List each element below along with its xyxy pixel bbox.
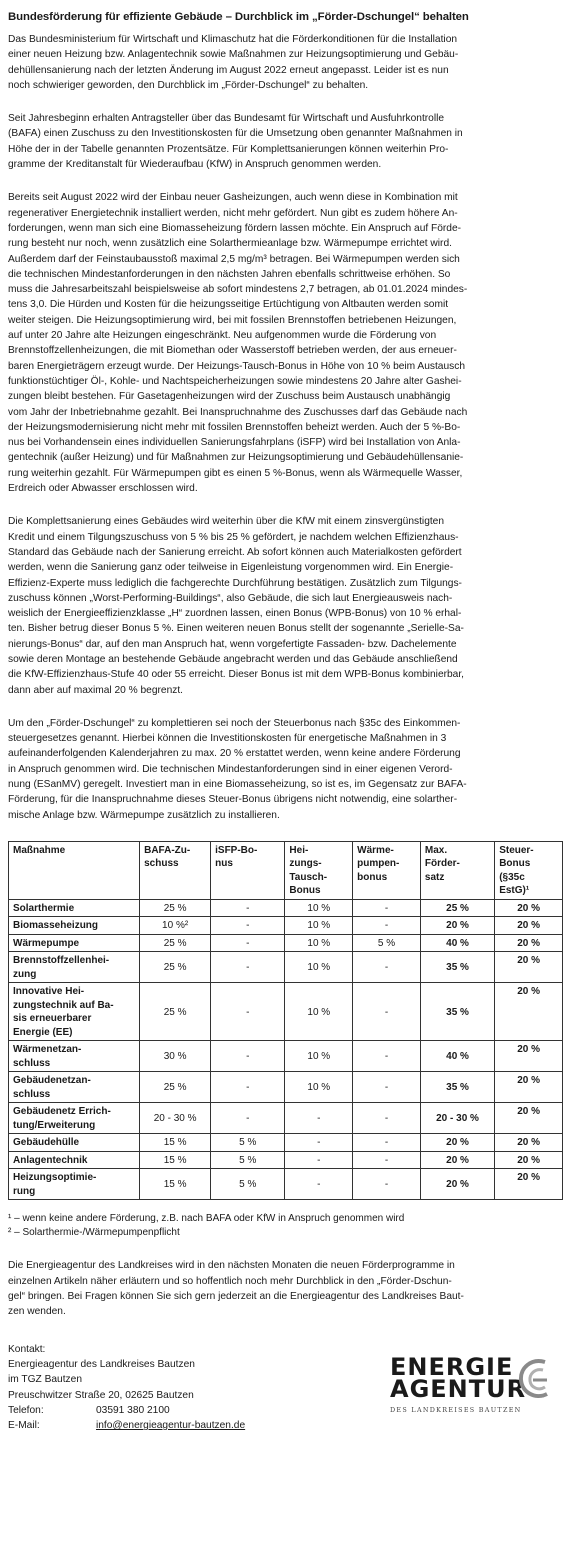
column-header [9,841,140,899]
value-cell: 25 % [140,899,211,917]
value-cell: - [353,1072,421,1103]
paragraph-line: Förderung, für die Inanspruchnahme dieses Steuer-Bonus übrigens nicht notwendig, eine solarther- [8,794,458,806]
paragraph-line: Kredit und einem Tilgungszuschuss von 5 % bis 25 % gefördert, je nachdem welchen Effizienzhaus- [8,531,459,543]
value-cell: 20 % [420,1134,494,1152]
value-cell: 20 % [495,1103,563,1134]
paragraph-line: nus bei Vorhandensein eines individuellen Sanierungsfahrplans (iSFP) wird bei Installation von Anla- [8,437,461,449]
paragraph [8,32,563,93]
column-header [420,841,494,899]
paragraph-line: rung besteht nur noch, wenn zusätzlich eine Solarthermieanlage bzw. Wärmepumpe errichtet wird. [8,238,452,250]
value-cell: 35 % [420,1072,494,1103]
email-link[interactable]: info@energieagentur-bautzen.de [96,1420,246,1432]
value-cell: - [353,1169,421,1200]
value-cell: 15 % [140,1151,211,1169]
table-row [9,952,563,983]
value-cell: 20 % [420,1169,494,1200]
measure-cell: Gebäudenetzan- schluss [9,1072,140,1103]
email-label: E-Mail: [8,1420,40,1432]
contact-heading: Kontakt: [8,1343,46,1355]
value-cell: 20 - 30 % [420,1103,494,1134]
paragraph-line: ten. Bisher betrug dieser Bonus 5 %. Einen weiteren neuen Bonus stellt der sogenannte „Serielle-Sa- [8,623,464,635]
table-row [9,1103,563,1134]
value-cell: 10 % [285,1041,353,1072]
measure-cell: Brennstoffzellenhei- zung [9,952,140,983]
closing-line: Die Energieagentur des Landkreises wird in den nächsten Monaten die neuen Förderprogramme in [8,1260,455,1272]
closing-line: zen wenden. [8,1306,66,1318]
value-cell: 5 % [353,934,421,952]
column-header-text: Max. Förder- satz [424,844,460,883]
column-header-text: Hei- zungs- Tausch- Bonus [289,844,328,897]
paragraph-line: gentechnik (außer Heizung) und für Maßnahmen zur Heizungsoptimierung und Gebäudehüllensanie- [8,452,464,464]
table-row [9,1151,563,1169]
paragraph-line: zungen bleibt bestehen. Für Gasetagenheizungen wird der Zuschuss beim Austausch unabhängig [8,391,451,403]
paragraph-line: Standard das Gebäude nach der Sanierung erreicht. Ab sofort können auch Materialkosten gefördert [8,546,462,558]
paragraph-line: forderungen, wenn man sich eine Biomasseheizung fördern lassen möchte. Ein Anspruch auf Förde- [8,222,462,234]
logo-word-energie: ENERGIE [390,1352,514,1381]
article [8,0,563,1433]
paragraph-line: tens 3,0. Die Hürden und Kosten für die heizungsseitige Ertüchtigung von Altbauten werden somit [8,299,449,311]
value-cell: - [285,1103,353,1134]
energieagentur-logo [390,1352,555,1418]
logo-word-agentur: AGENTUR [390,1374,527,1403]
paragraph [8,716,563,823]
paragraph-line: nung (ESanMV) geregelt. Investiert man in eine Biomasseheizung, so ist es, im Gegensatz zur BAFA- [8,779,467,791]
table-row [9,934,563,952]
value-cell: 25 % [140,1072,211,1103]
contact-block [8,1342,563,1434]
value-cell: - [353,952,421,983]
value-cell: 5 % [211,1169,285,1200]
paragraph-line: regenerativer Energietechnik installiert werden, nicht mehr gefördert. Nun gibt es zudem höhere An- [8,207,458,219]
value-cell: 10 % [285,934,353,952]
table-row [9,1041,563,1072]
logo-subline: DES LANDKREISES BAUTZEN [390,1405,522,1414]
value-cell: 20 % [420,917,494,935]
paragraph-line: noch schwieriger geworden, den Durchblick im „Förder-Dschungel“ zu behalten. [8,79,369,91]
paragraph-line: Die Komplettsanierung eines Gebäudes wird weiterhin über die KfW mit einem zinsvergünstigten [8,516,445,528]
value-cell: 10 % [285,917,353,935]
contact-email-row [8,1418,563,1433]
value-cell: 20 % [495,983,563,1041]
value-cell: - [353,1151,421,1169]
paragraph-line: dann aber auf maximal 20 % begrenzt. [8,684,183,696]
paragraph-line: Das Bundesministerium für Wirtschaft und Klimaschutz hat die Förderkonditionen für die Installation [8,34,458,45]
value-cell: 20 % [495,1169,563,1200]
paragraph-line: aufeinanderfolgenden Kalenderjahren zu max. 20 % erstattet werden, wenn keine andere Förderung [8,748,461,760]
table-row [9,899,563,917]
value-cell: - [211,983,285,1041]
value-cell: - [353,1041,421,1072]
measure-cell: Heizungsoptimie- rung [9,1169,140,1200]
paragraph-line: nierungs-Bonus“ dar, auf den man Anspruch hat, wenn vorgefertigte Fassaden- bzw. Dachelemente [8,638,457,650]
article-title: Bundesförderung für effiziente Gebäude – Durchblick im „Förder-Dschungel“ behalten [8,11,469,23]
contact-address: Preuschwitzer Straße 20, 02625 Bautzen [8,1389,194,1401]
paragraph-line: funktionstüchtiger Öl-, Kohle- und Nachtspeicherheizungen sowie mindestens 20 Jahre alter Gashei- [8,375,462,387]
value-cell: 25 % [140,983,211,1041]
paragraph-line: Effizienz-Experte muss lediglich die fachgerechte Durchführung bestätigen. Zusätzlich zum Tilgungs- [8,577,462,589]
paragraph-line: sowie deren Montage an bestehende Gebäude angebracht werden und das Gebäude anschließend [8,653,458,665]
value-cell: 20 % [495,934,563,952]
paragraph-line: Um den „Förder-Dschungel“ zu komplettieren sei noch der Steuerbonus nach §35c des Einkommen- [8,717,461,729]
column-header-text: Wärme- pumpen- bonus [357,844,400,883]
paragraph-line: dehüllensanierung nach der letzten Änderung im August 2022 erneut angepasst. Leider ist es nun [8,64,449,76]
value-cell: - [353,917,421,935]
value-cell: 15 % [140,1169,211,1200]
contact-building: im TGZ Bautzen [8,1374,82,1386]
phone-label: Telefon: [8,1404,44,1416]
paragraph-line: weiter steigen. Die Heizungsoptimierung wird, bei mit fossilen Brennstoffen betriebenen Heizungen, [8,314,457,326]
closing-line: gel“ bringen. Bei Fragen können Sie sich gern jederzeit an die Energieagentur des Landkreises Baut- [8,1291,464,1303]
value-cell: 35 % [420,983,494,1041]
value-cell: 15 % [140,1134,211,1152]
value-cell: 10 % [285,952,353,983]
value-cell: 20 % [495,1151,563,1169]
footnote-1: ¹ – wenn keine andere Förderung, z.B. nach BAFA oder KfW in Anspruch genommen wird [8,1213,405,1225]
funding-table [8,841,563,1201]
table-row [9,1072,563,1103]
paragraph-line: Erdreich oder Abwasser erschlossen wird. [8,483,198,495]
table-row [9,1134,563,1152]
paragraph-line: (BAFA) einen Zuschuss zu den Investitionskosten für die Umsetzung oben genannter Maßnahmen in [8,128,463,140]
value-cell: - [285,1134,353,1152]
paragraph [8,190,563,496]
paragraph-line: Höhe der in der Tabelle genannten Prozentsätze. Für Komplettsanierungen können weiterhin Pro- [8,143,449,155]
table-header-row [9,841,563,899]
paragraph-line: die technischen Mindestanforderungen in den nächsten Jahren ebenfalls schrittweise erhöhen. So [8,268,451,280]
value-cell: 20 % [495,899,563,917]
paragraph-line: muss die Jahresarbeitszahl beispielsweise ab sofort mindestens 2,7 betragen, ab 01.01.2024 mindes- [8,284,468,296]
value-cell: - [211,1072,285,1103]
value-cell: 25 % [140,952,211,983]
paragraph-line: einer neuen Heizung bzw. Anlagentechnik sowie Maßnahmen zur Heizungsoptimierung und Gebäu- [8,49,459,61]
paragraph-line: der Heizungsmodernisierung nicht mehr mit fossilen Brennstoffen beheizt werden. Auch der 5 %-Bo- [8,421,461,433]
value-cell: - [211,899,285,917]
value-cell: - [211,952,285,983]
contact-org: Energieagentur des Landkreises Bautzen [8,1358,195,1370]
paragraph-line: weislich der Energieeffizienzklasse „H“ zuordnen lassen, einen Bonus (WPB-Bonus) von 10 % erhal- [8,608,462,620]
column-header-text: Maßnahme [13,844,66,856]
table-row [9,1169,563,1200]
paragraph-line: in Anspruch genommen wird. Die technischen Mindestanforderungen sind in einer eigenen Verord- [8,763,453,775]
column-header-text: BAFA-Zu- schuss [144,844,191,870]
value-cell: 5 % [211,1151,285,1169]
value-cell: 10 % [285,899,353,917]
table-body [9,899,563,1200]
paragraph-line: Außerdem darf der Feinstaubausstoß maximal 2,5 mg/m³ betragen. Bei Wärmepumpen werden sich [8,253,460,265]
value-cell: - [353,983,421,1041]
closing-paragraph [8,1258,563,1319]
measure-cell: Gebäudehülle [9,1134,140,1152]
measure-cell: Anlagentechnik [9,1151,140,1169]
value-cell: 25 % [140,934,211,952]
value-cell: - [353,1134,421,1152]
value-cell: - [211,934,285,952]
value-cell: 20 - 30 % [140,1103,211,1134]
value-cell: 30 % [140,1041,211,1072]
value-cell: - [285,1169,353,1200]
value-cell: - [211,917,285,935]
paragraph-line: auf unter 20 Jahre alte Heizungen eingeschränkt. Neu aufgenommen wurde die Förderung von [8,330,437,342]
value-cell: 10 % [285,1072,353,1103]
paragraph-line: die KfW-Effizienzhaus-Stufe 40 oder 55 erreicht. Dieser Bonus ist mit dem WPB-Bonus kombinierbar, [8,669,464,681]
value-cell: 20 % [495,1041,563,1072]
value-cell: 20 % [495,1134,563,1152]
value-cell: 40 % [420,1041,494,1072]
logo-swirl-icon [517,1356,551,1402]
table-row [9,983,563,1041]
value-cell: - [285,1151,353,1169]
value-cell: 5 % [211,1134,285,1152]
value-cell: 40 % [420,934,494,952]
column-header-text: Steuer- Bonus (§35c EstG)¹ [499,844,534,897]
column-header [495,841,563,899]
paragraph-line: vom Jahr der Inbetriebnahme gezahlt. Bei Inanspruchnahme des Zuschusses darf das Gebäude nach [8,406,468,418]
value-cell: - [353,899,421,917]
table-row [9,917,563,935]
paragraph-line: werden, wenn die Sanierung ganz oder teilweise in Eigenleistung vorgenommen wird. Ein Energie- [8,562,454,574]
footnotes [8,1212,563,1240]
measure-cell: Gebäudenetz Errich- tung/Erweiterung [9,1103,140,1134]
paragraph-line: mische Anlage bzw. Wärmepumpe zusätzlich zu installieren. [8,809,280,821]
paragraph-line: Seit Jahresbeginn erhalten Antragsteller über das Bundesamt für Wirtschaft und Ausfuhrkontrolle [8,113,445,125]
value-cell: 10 %² [140,917,211,935]
value-cell: 35 % [420,952,494,983]
paragraph-line: gramme der Kreditanstalt für Wiederaufbau (KfW) in Anspruch genommen werden. [8,159,382,171]
paragraph [8,514,563,698]
value-cell: 10 % [285,983,353,1041]
paragraph-line: zuschuss können „Worst-Performing-Buildings“, also Gebäude, die sich laut Energieausweis nach- [8,592,453,604]
value-cell: 25 % [420,899,494,917]
column-header [353,841,421,899]
column-header-text: iSFP-Bo- nus [215,844,258,870]
column-header [140,841,211,899]
value-cell: 20 % [495,952,563,983]
paragraph-line: steuergesetzes genannt. Hierbei können die Investitionskosten für energetische Maßnahmen in 3 [8,733,447,745]
value-cell: 20 % [420,1151,494,1169]
paragraph-line: Bereits seit August 2022 wird der Einbau neuer Gasheizungen, auch wenn diese in Kombination mit [8,192,458,204]
measure-cell: Wärmepumpe [9,934,140,952]
article-body [8,32,563,823]
value-cell: - [211,1103,285,1134]
column-header [285,841,353,899]
paragraph-line: baren Energieträgern erzeugt wurde. Der Heizungs-Tausch-Bonus in Höhe von 10 % beim Austausch [8,360,465,372]
phone-number: 03591 380 2100 [96,1404,170,1416]
value-cell: - [353,1103,421,1134]
closing-line: einzelnen Artikeln näher erläutern und so hoffentlich noch mehr Durchblick in den „Förder-Dschun- [8,1275,452,1287]
measure-cell: Biomasseheizung [9,917,140,935]
measure-cell: Wärmenetzan- schluss [9,1041,140,1072]
paragraph-line: rung weiterhin gezahlt. Für Wärmepumpen gibt es einen 5 %-Bonus, wenn als Wärmequelle Wasser, [8,467,463,479]
paragraph [8,111,563,172]
measure-cell: Solarthermie [9,899,140,917]
value-cell: 20 % [495,1072,563,1103]
footnote-2: ² – Solarthermie-/Wärmepumpenpflicht [8,1227,180,1239]
value-cell: - [211,1041,285,1072]
value-cell: 20 % [495,917,563,935]
paragraph-line: Brennstoffzellenheizungen, die mit Biomethan oder Wasserstoff betrieben werden, der aus erneuer- [8,345,457,357]
column-header [211,841,285,899]
measure-cell: Innovative Hei- zungstechnik auf Ba- sis erneuerbarer Energie (EE) [9,983,140,1041]
